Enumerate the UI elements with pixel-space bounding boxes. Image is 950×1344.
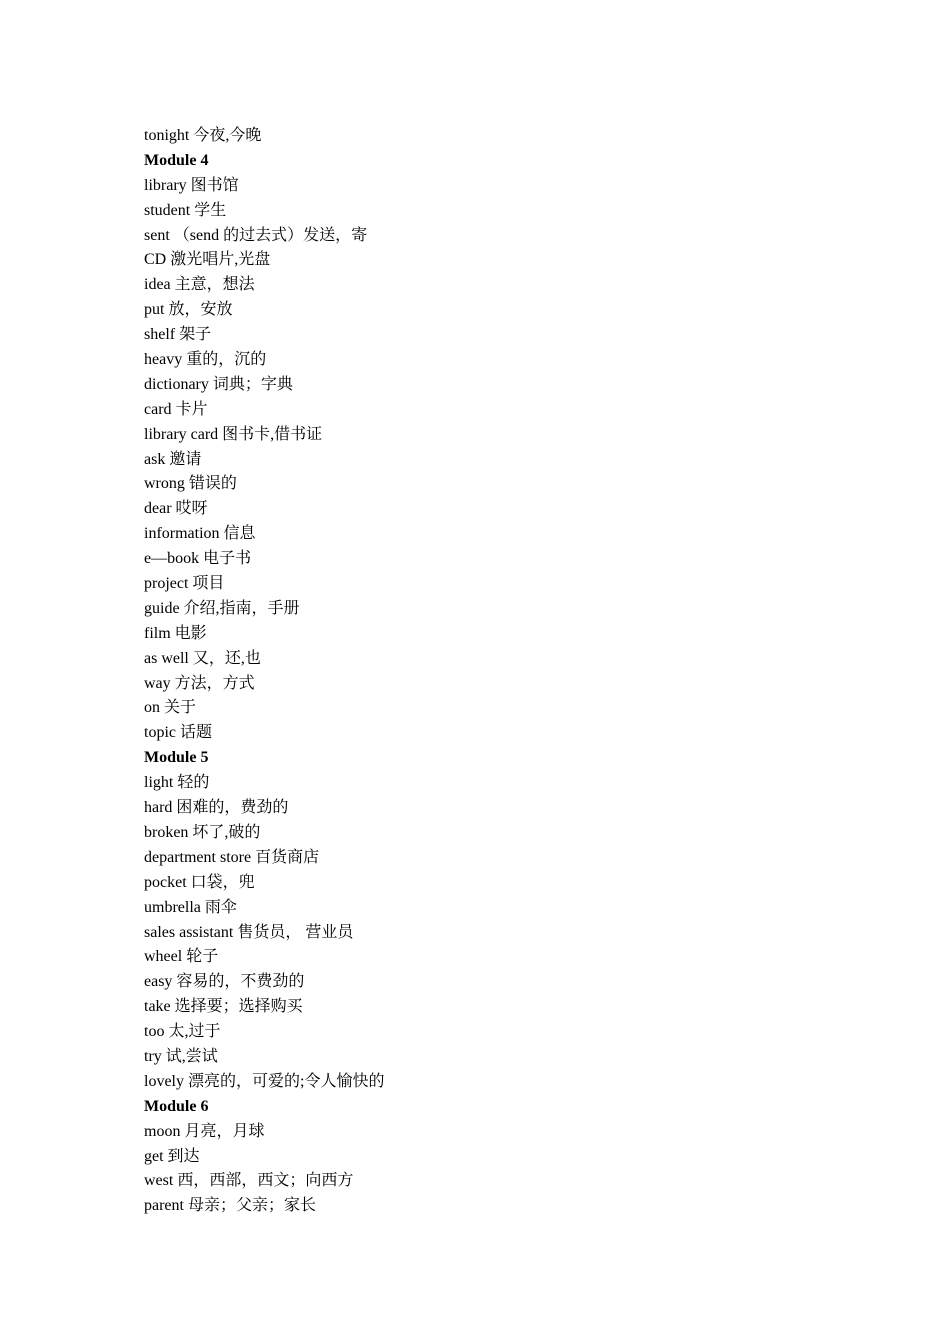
vocabulary-entry: sent （send 的过去式）发送，寄 bbox=[144, 226, 368, 244]
vocabulary-entry: west 西，西部，西文；向西方 bbox=[144, 1172, 354, 1190]
vocabulary-entry: sales assistant 售货员， 营业员 bbox=[144, 923, 354, 941]
vocabulary-entry: e—book 电子书 bbox=[144, 550, 252, 568]
module-heading: Module 4 bbox=[144, 151, 209, 169]
vocabulary-entry: tonight 今夜,今晚 bbox=[144, 127, 262, 144]
module-heading: Module 5 bbox=[144, 749, 209, 767]
vocabulary-entry: way 方法，方式 bbox=[144, 674, 255, 692]
vocabulary-entry: idea 主意，想法 bbox=[144, 276, 255, 294]
vocabulary-entry: CD 激光唱片,光盘 bbox=[144, 251, 271, 269]
vocabulary-entry: heavy 重的，沉的 bbox=[144, 351, 267, 369]
vocabulary-entry: moon 月亮，月球 bbox=[144, 1122, 265, 1140]
vocabulary-list bbox=[144, 124, 844, 1219]
vocabulary-entry: card 卡片 bbox=[144, 400, 208, 418]
vocabulary-entry: library card 图书卡,借书证 bbox=[144, 425, 323, 443]
vocabulary-entry: umbrella 雨伞 bbox=[144, 898, 237, 916]
vocabulary-entry: film 电影 bbox=[144, 624, 207, 642]
vocabulary-entry: parent 母亲；父亲；家长 bbox=[144, 1197, 316, 1215]
vocabulary-entry: library 图书馆 bbox=[144, 176, 239, 194]
vocabulary-entry: light 轻的 bbox=[144, 774, 210, 792]
vocabulary-entry: student 学生 bbox=[144, 201, 227, 219]
vocabulary-entry: take 选择要；选择购买 bbox=[144, 998, 303, 1016]
vocabulary-entry: hard 困难的，费劲的 bbox=[144, 799, 289, 817]
vocabulary-entry: topic 话题 bbox=[144, 724, 212, 742]
vocabulary-entry: easy 容易的，不费劲的 bbox=[144, 973, 305, 991]
module-heading: Module 6 bbox=[144, 1097, 209, 1115]
vocabulary-entry: broken 坏了,破的 bbox=[144, 823, 261, 841]
vocabulary-entry: dear 哎呀 bbox=[144, 500, 208, 518]
vocabulary-entry: as well 又，还,也 bbox=[144, 649, 261, 667]
vocabulary-entry: dictionary 词典；字典 bbox=[144, 375, 293, 393]
vocabulary-entry: get 到达 bbox=[144, 1147, 200, 1165]
vocabulary-entry: on 关于 bbox=[144, 699, 197, 717]
vocabulary-entry: department store 百货商店 bbox=[144, 848, 320, 866]
vocabulary-entry: too 太,过于 bbox=[144, 1023, 221, 1041]
vocabulary-entry: try 试,尝试 bbox=[144, 1047, 218, 1065]
vocabulary-entry: lovely 漂亮的，可爱的;令人愉快的 bbox=[144, 1072, 385, 1090]
vocabulary-entry: shelf 架子 bbox=[144, 326, 212, 344]
vocabulary-entry: wheel 轮子 bbox=[144, 948, 219, 966]
vocabulary-entry: put 放，安放 bbox=[144, 301, 233, 319]
vocabulary-entry: wrong 错误的 bbox=[144, 475, 237, 493]
vocabulary-entry: project 项目 bbox=[144, 575, 225, 593]
vocabulary-entry: ask 邀请 bbox=[144, 450, 202, 468]
vocabulary-entry: guide 介绍,指南，手册 bbox=[144, 599, 300, 617]
vocabulary-entry: information 信息 bbox=[144, 525, 256, 543]
vocabulary-entry: pocket 口袋，兜 bbox=[144, 873, 255, 891]
